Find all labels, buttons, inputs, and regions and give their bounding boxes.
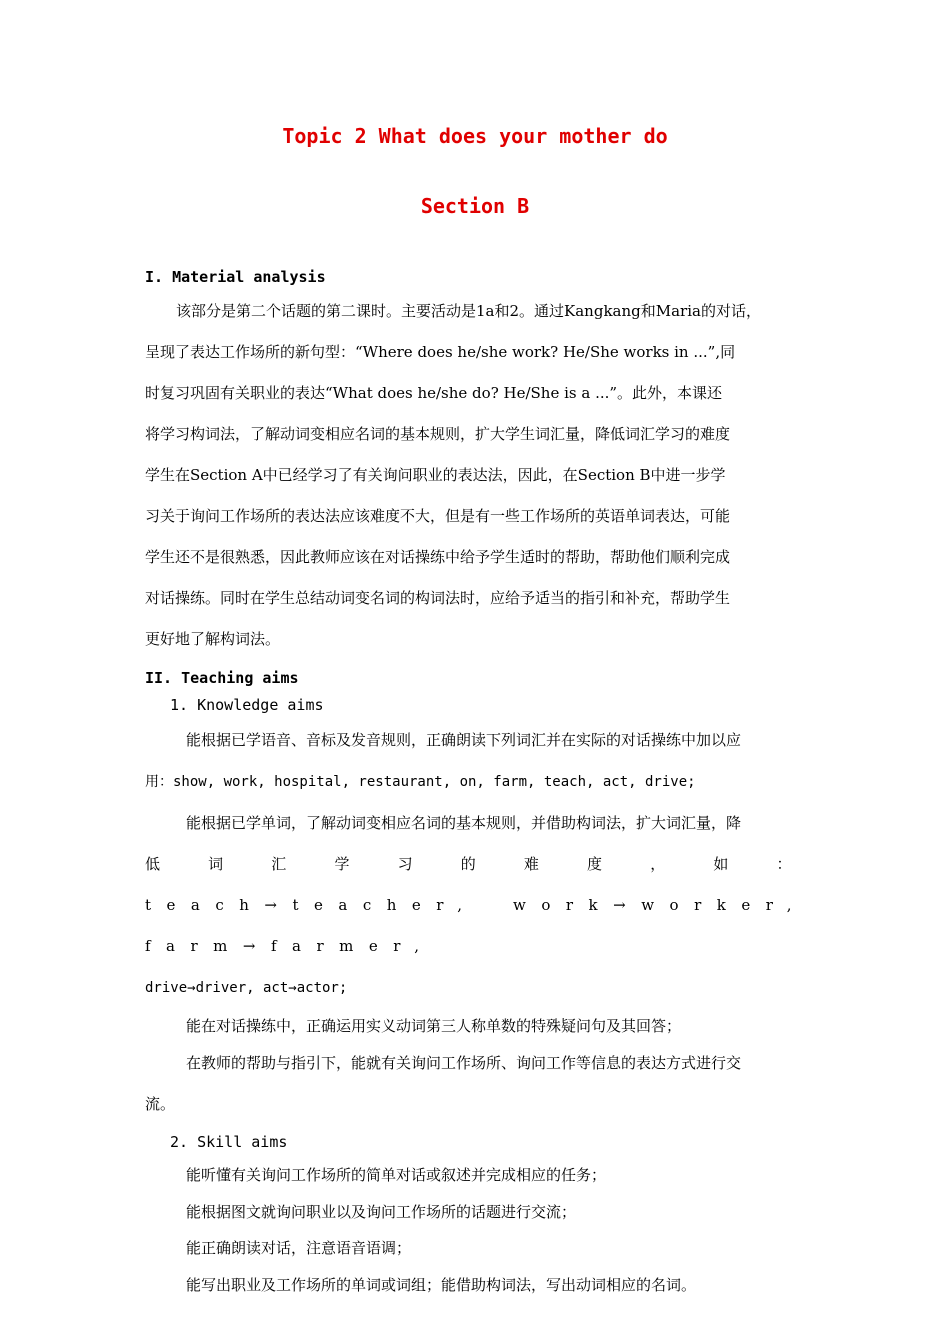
knowledge-aim-4: 在教师的帮助与指引下，能就有关询问工作场所、询问工作等信息的表达方式进行交 流。 [145,1054,742,1113]
knowledge-aim-2: 能根据已学单词，了解动词变相应名词的基本规则，并借助构词法，扩大词汇量，降 低词汇学习的难度，如：teach→teacher, work→worker, farm→farmer, drive→driver, act→actor; [145,814,807,996]
document-body [145,265,807,1303]
skill-aim-4: 能写出职业及工作场所的单词或词组；能借助构词法，写出动词相应的名词。 [186,1275,697,1294]
skill-aims-title: 2. Skill aims [170,1133,288,1151]
knowledge-aim-1: 能根据已学语音、音标及发音规则，正确朗读下列词汇并在实际的对话操练中加以应 用：show, work, hospital, restaurant, on, farm, teach, act, drive; [145,731,742,790]
paragraph-line: 将学习构词法，了解动词变相应名词的基本规则，扩大学生词汇量，降低词汇学习的难度 [145,425,731,443]
material-analysis-heading: I. Material analysis [145,268,326,286]
paragraph-line: 该部分是第二个话题的第二课时。主要活动是1a和2。通过Kangkang和Maria的对话， [176,302,761,320]
knowledge-aim-2-line: 低词汇学习的难度，如：teach→teacher, work→worker, farm→farmer, [145,855,807,955]
section-subtitle: Section B [420,194,530,218]
paragraph-line: 学生还不是很熟悉，因此教师应该在对话操练中给予学生适时的帮助，帮助他们顺利完成 [145,548,731,566]
material-analysis-paragraph [145,291,807,660]
skill-aim-2: 能根据图文就询问职业以及询问工作场所的话题进行交流； [186,1202,577,1221]
knowledge-aim-3: 能在对话操练中，正确运用实义动词第三人称单数的特殊疑问句及其回答； [186,1017,682,1035]
document-title: Topic 2 What does your mother do [282,124,668,148]
skill-aim-1: 能听懂有关询问工作场所的简单对话或叙述并完成相应的任务； [186,1166,607,1184]
paragraph-line: 习关于询问工作场所的表达法应该难度不大，但是有一些工作场所的英语单词表达，可能 [145,507,731,525]
paragraph-line: 学生在Section A中已经学习了有关询问职业的表达法，因此，在Section B中进一步学 [145,466,726,484]
knowledge-aims-title: 1. Knowledge aims [170,696,324,714]
paragraph-line: 更好地了解构词法。 [145,630,281,648]
skill-aim-3: 能正确朗读对话，注意语音语调； [186,1239,412,1257]
teaching-aims-heading: II. Teaching aims [145,669,299,687]
paragraph-line: 呈现了表达工作场所的新句型：“Where does he/she work? He/She works in ...”,同 [145,343,736,361]
paragraph-line: 对话操练。同时在学生总结动词变名词的构词法时，应给予适当的指引和补充，帮助学生 [145,589,731,607]
paragraph-line: 时复习巩固有关职业的表达“What does he/she do? He/She is a ...”。此外，本课还 [145,384,723,402]
